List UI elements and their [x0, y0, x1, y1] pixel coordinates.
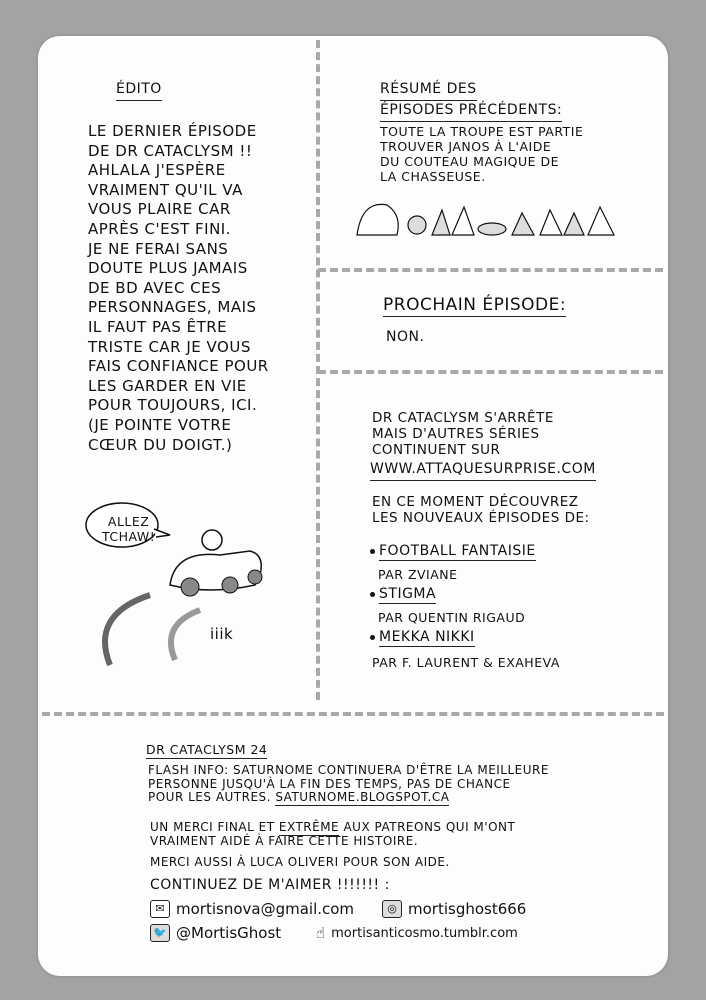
- characters-illustration: [352, 195, 622, 240]
- series-item-title: STIGMA: [379, 586, 437, 602]
- merci-text: UN MERCI FINAL ET: [150, 820, 275, 834]
- prochain-text: NON.: [386, 329, 425, 345]
- series-item-author: PAR ZVIANE: [378, 567, 458, 582]
- series-item-title: MEKKA NIKKI: [379, 629, 475, 645]
- sound-effect: iiik: [210, 625, 234, 643]
- series-link[interactable]: WWW.ATTAQUESURPRISE.COM: [370, 460, 596, 481]
- merci-luca: MERCI AUSSI À LUCA OLIVERI POUR SON AIDE.: [150, 855, 450, 869]
- twitter-icon: 🐦: [150, 924, 170, 942]
- bullet-icon: [370, 592, 375, 597]
- flash-info: [148, 764, 549, 805]
- tumblr-contact[interactable]: [316, 924, 518, 942]
- merci-final: [150, 820, 515, 848]
- resume-title-1: RÉSUMÉ DES: [380, 80, 477, 101]
- speech-text: ALLEZ TCHAW!: [102, 514, 156, 544]
- instagram-text: mortisghost666: [408, 900, 527, 918]
- edito-title: ÉDITO: [116, 80, 162, 101]
- instagram-icon: ◎: [382, 900, 402, 918]
- resume-title-2: ÉPISODES PRÉCÉDENTS:: [380, 101, 562, 122]
- merci-emphasis: EXTRÊME: [278, 820, 340, 834]
- mail-icon: ✉: [150, 900, 170, 918]
- twitter-contact[interactable]: [150, 924, 281, 942]
- series-intro: DR CATACLYSM S'ARRÊTE MAIS D'AUTRES SÉRIES CONTINUENT SUR: [372, 410, 554, 458]
- hand-pointer-icon: ☝: [316, 924, 326, 942]
- prochain-title: PROCHAIN ÉPISODE:: [383, 295, 567, 315]
- flash-link[interactable]: SATURNOME.BLOGSPOT.CA: [275, 790, 450, 804]
- series-item-author: PAR QUENTIN RIGAUD: [378, 610, 526, 625]
- divider-horizontal: [318, 370, 663, 374]
- flash-text: FLASH INFO: SATURNOME CONTINUERA D'ÊTRE LA MEILLEURE PERSONNE JUSQU'À LA FIN DES TEMPS, PAS DE CHANCE POUR LES AUTRES.: [148, 763, 549, 804]
- resume-text: TOUTE LA TROUPE EST PARTIE TROUVER JANOS À L'AIDE DU COUTEAU MAGIQUE DE LA CHASSEUSE.: [380, 124, 584, 184]
- series-item[interactable]: [370, 542, 536, 561]
- bullet-icon: [370, 635, 375, 640]
- merci-text: AUX PATREONS QUI M'ONT VRAIMENT AIDÉ À FAIRE CETTE HISTOIRE.: [150, 820, 516, 848]
- series-item-author: PAR F. LAURENT & EXAHEVA: [372, 655, 560, 670]
- footer-title: DR CATACLYSM 24: [146, 742, 268, 757]
- series-discover: EN CE MOMENT DÉCOUVREZ LES NOUVEAUX ÉPISODES DE:: [372, 494, 590, 526]
- series-item-title: FOOTBALL FANTAISIE: [379, 543, 536, 559]
- divider-horizontal: [42, 712, 664, 716]
- email-text: mortisnova@gmail.com: [176, 900, 355, 918]
- series-item[interactable]: [370, 628, 475, 647]
- twitter-text: @MortisGhost: [176, 924, 282, 942]
- series-item[interactable]: [370, 585, 436, 604]
- tumblr-text: mortisanticosmo.tumblr.com: [331, 925, 518, 941]
- continuez: CONTINUEZ DE M'AIMER !!!!!!! :: [150, 877, 390, 893]
- divider-horizontal: [318, 268, 663, 272]
- edito-text: LE DERNIER ÉPISODE DE DR CATACLYSM !! AHLALA J'ESPÈRE VRAIMENT QU'IL VA VOUS PLAIRE CAR APRÈS C'EST FINI. JE NE FERAI SANS DOUTE PLUS JAMAIS DE BD AVEC CES PERSONNAGES, MAIS IL FAUT PAS ÊTRE TRISTE CAR JE VOUS FAIS CONFIANCE POUR LES GARDER EN VIE POUR TOUJOURS, ICI. (JE POINTE VOTRE CŒUR DU DOIGT.): [88, 122, 269, 454]
- bullet-icon: [370, 549, 375, 554]
- email-contact[interactable]: [150, 900, 354, 918]
- instagram-contact[interactable]: [382, 900, 526, 918]
